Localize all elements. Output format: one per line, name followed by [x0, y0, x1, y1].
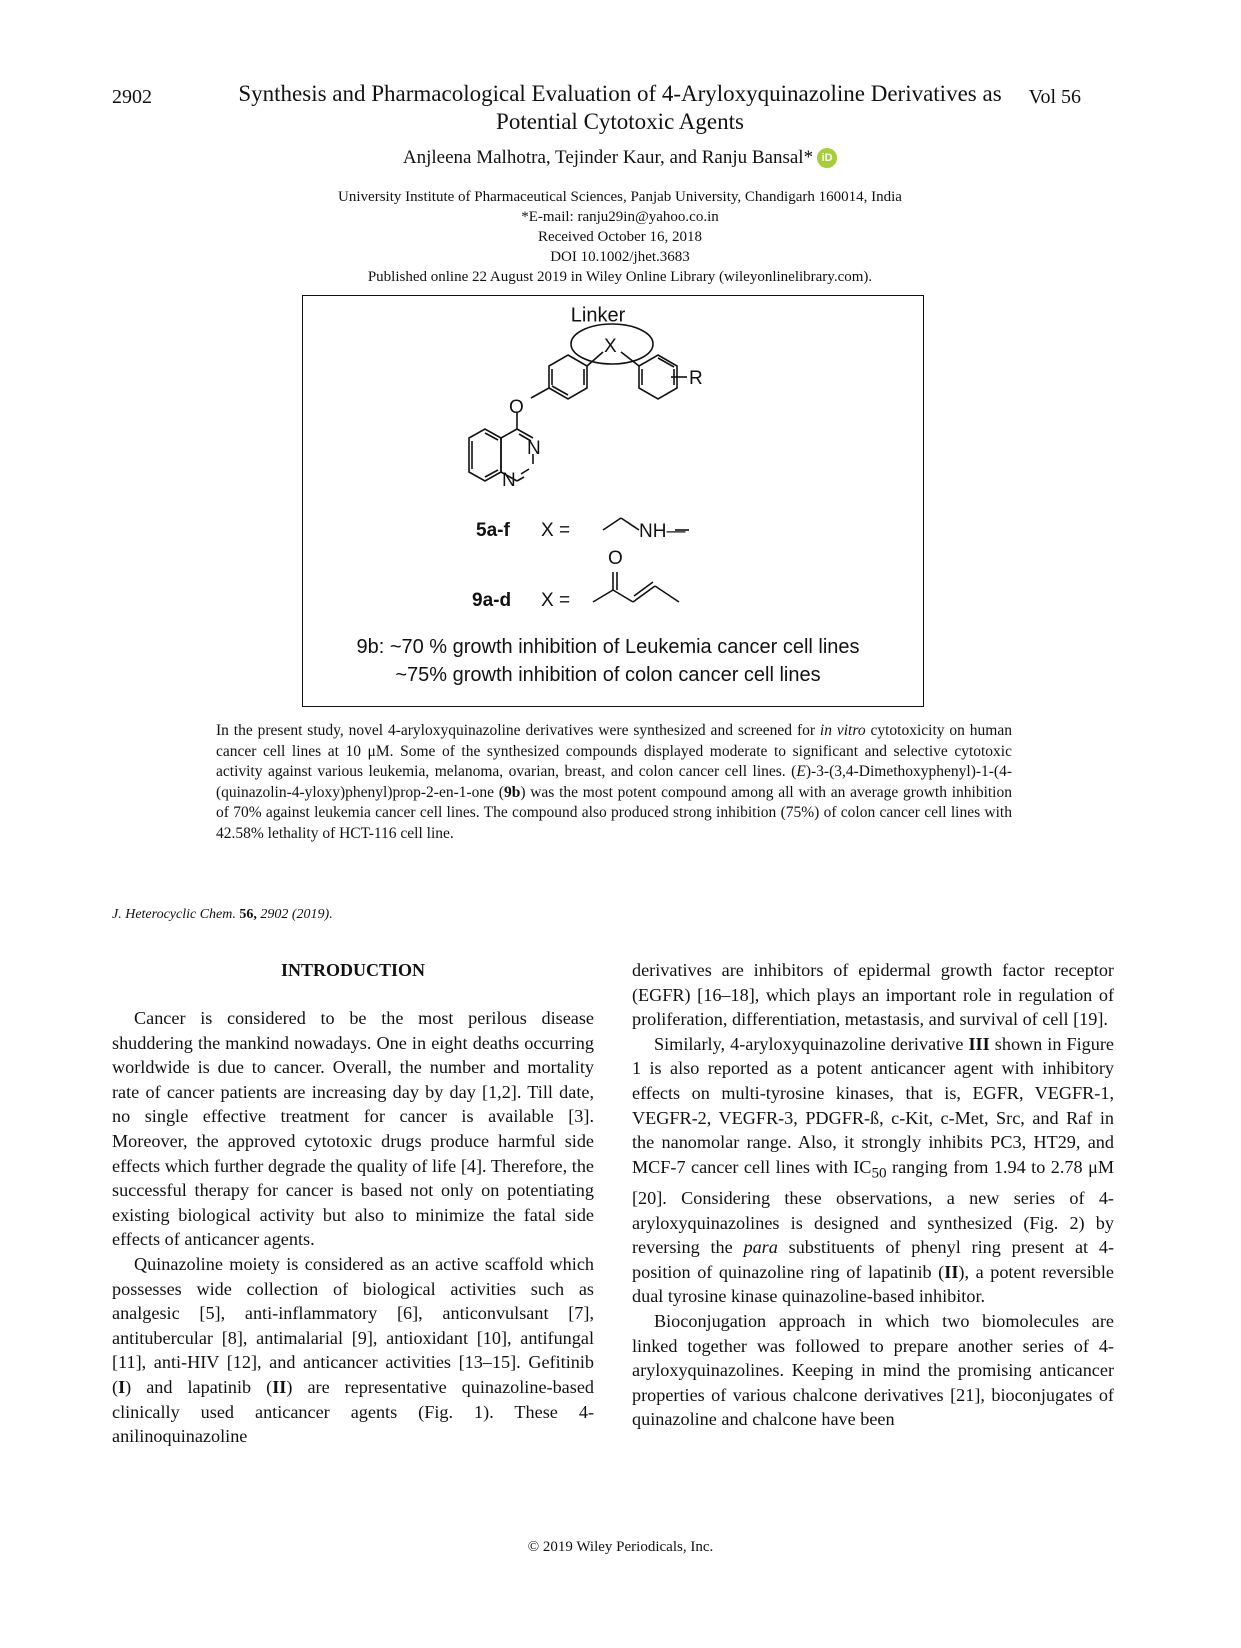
series-5a-f-group: NH—: [639, 521, 686, 542]
left-phenyl-ring: [549, 355, 587, 399]
benzo-ring: [469, 429, 501, 481]
paragraph: [112, 1252, 594, 1449]
structure-bonds: [469, 324, 689, 602]
paragraph-text: shown in Figure 1 is also reported as a potent anticancer agent with inhibitory effects on multi-tyrosine kinases, that is, EGFR, VEGFR-1, VEGFR-2, VEGFR-3, PDGFR-ß, c-Kit, c-Met, Src, and Raf in the nanomolar range. Also, it strongly inhibits PC3, HT29, and MCF-7 cancer cell lines with IC: [632, 1033, 1114, 1177]
citation-journal: J. Heterocyclic Chem.: [112, 907, 236, 922]
chemical-structure-diagram: [303, 296, 922, 705]
linker-label: Linker: [570, 304, 626, 327]
paragraph-text: ranging from 1.94 to 2.78 μM [20]. Considering these observations, a new series of 4-aryloxyquinazolines is designed and synthesized (Fig. 2) by reversing the: [632, 1156, 1114, 1258]
abstract-text: ) was the most potent compound among all with an average growth inhibition of 70% against leukemia cancer cell lines. The compound also produced strong inhibition (75%) of colon cancer cell lines with 42.58% lethality of HCT-116 cell line.: [216, 783, 1012, 842]
article-title: Synthesis and Pharmacological Evaluation of 4-Aryloxyquinazoline Derivatives as Potential Cytotoxic Agents: [238, 81, 1002, 134]
doi[interactable]: DOI 10.1002/jhet.3683: [550, 249, 690, 265]
atom-n1: N: [527, 438, 541, 459]
journal-citation: [112, 907, 333, 923]
atom-r: R: [689, 368, 703, 389]
volume-label: Vol 56: [1028, 86, 1081, 108]
atom-carbonyl-o: O: [608, 548, 623, 569]
body-column-right: [632, 958, 1114, 1432]
abstract-italic: E: [796, 763, 806, 781]
published-online: Published online 22 August 2019 in Wiley Online Library (wileyonlinelibrary.com).: [367, 269, 873, 285]
page-number: 2902: [112, 86, 152, 108]
series-5a-f-label: 5a-f: [476, 520, 510, 541]
compound-ref: II: [272, 1376, 287, 1397]
paragraph: Cancer is considered to be the most perilous disease shuddering the mankind nowadays. One in eight deaths occurring worldwide is due to cancer. Overall, the number and mortality rate of cancer patients are increasing day by day [1,2]. Till date, no single effective treatment for cancer is available [3]. Moreover, the approved cytotoxic drugs produce harmful side effects which further degrade the quality of life [4]. Therefore, the successful therapy for cancer is based not only on potentiating existing biological activity but also to minimize the fatal side effects of anticancer agents.: [112, 1008, 594, 1250]
result-line-1: 9b: ~70 % growth inhibition of Leukemia cancer cell lines: [356, 636, 860, 658]
section-heading: INTRODUCTION: [280, 960, 426, 980]
compound-ref: 9b: [503, 783, 521, 801]
italic-text: para: [743, 1237, 778, 1258]
series-5a-f-eq: X =: [541, 520, 571, 541]
received-date: Received October 16, 2018: [537, 229, 703, 245]
abstract-text: cytotoxicity on human cancer cell lines at 10 μM. Some of the synthesized compounds displayed moderate to significant and selective cytotoxic activity against various leukemia, melanoma, ovarian, breast, and colon cancer cell lines. (: [216, 722, 1012, 781]
paragraph-text: Quinazoline moiety is considered as an active scaffold which possesses wide collection of biological activities such as analgesic [5], anti-inflammatory [6], anticonvulsant [7], antitubercular [8], antimalarial [9], antioxidant [10], antifungal [11], anti-HIV [12], and anticancer activities [13–15]. Gefitinib (: [112, 1253, 594, 1397]
subscript: 50: [871, 1164, 887, 1182]
paragraph-text: ) and lapatinib (: [125, 1376, 273, 1397]
abstract-italic: in vitro: [819, 722, 866, 739]
body-column-left: [112, 958, 594, 1449]
affiliation-block: [230, 187, 1010, 287]
bond-enone-1: [593, 590, 613, 602]
paragraph-text: Similarly, 4-aryloxyquinazoline derivative: [654, 1033, 969, 1054]
affiliation-email[interactable]: *E-mail: ranju29in@yahoo.co.in: [521, 209, 719, 225]
bond-ring-o: [531, 388, 549, 398]
result-line-2: ~75% growth inhibition of colon cancer cell lines: [395, 664, 821, 686]
orcid-icon[interactable]: iD: [817, 148, 837, 168]
abstract: [216, 721, 1012, 845]
bond-ch2-b: [621, 518, 639, 530]
series-9a-d-label: 9a-d: [472, 590, 512, 611]
paragraph: Bioconjugation approach in which two biomolecules are linked together was followed to prepare another series of 4-aryloxyquinazolines. Keeping in mind the promising anticancer properties of various chalcone derivatives [21], bioconjugates of quinazoline and chalcone have been: [632, 1310, 1114, 1430]
series-9a-d-eq: X =: [541, 590, 571, 611]
atom-n2: N: [502, 470, 516, 491]
affiliation-institute: University Institute of Pharmaceutical Sciences, Panjab University, Chandigarh 160014, India: [338, 189, 902, 205]
citation-volume: 56,: [239, 907, 257, 922]
paragraph-text: ) are representative quinazoline-based clinically used anticancer agents (Fig. 1). These 4-anilinoquinazoline: [112, 1376, 594, 1447]
atom-x: X: [604, 336, 617, 357]
abstract-text: In the present study, novel 4-aryloxyquinazoline derivatives were synthesized and screened for: [216, 722, 820, 739]
atom-o: O: [509, 397, 524, 418]
authors-text: Anjleena Malhotra, Tejinder Kaur, and Ranju Bansal*: [402, 147, 814, 168]
paragraph: derivatives are inhibitors of epidermal growth factor receptor (EGFR) [16–18], which plays an important role in regulation of proliferation, differentiation, metastasis, and survival of cell [19].: [632, 960, 1114, 1030]
graphical-abstract: [302, 295, 924, 707]
bond-ch2-a: [603, 518, 621, 530]
citation-pages: 2902 (2019).: [260, 907, 333, 922]
abstract-text: )-3-(3,4-Dimethoxyphenyl)-1-(4-(quinazolin-4-yloxy)phenyl)prop-2-en-1-one (: [216, 763, 1012, 801]
compound-ref: I: [118, 1376, 126, 1397]
bond-enone-2: [613, 590, 633, 602]
paragraph: [632, 1032, 1114, 1309]
paragraph-text: substituents of phenyl ring present at 4-position of quinazoline ring of lapatinib (: [632, 1237, 1115, 1282]
compound-ref: II: [944, 1261, 959, 1282]
compound-ref: III: [968, 1033, 990, 1054]
author-list: [230, 147, 1010, 169]
copyright-footer: © 2019 Wiley Periodicals, Inc.: [527, 1539, 714, 1555]
paragraph-text: ), a potent reversible dual tyrosine kinase quinazoline-based inhibitor.: [632, 1261, 1114, 1307]
bond-enone-3: [655, 586, 679, 602]
